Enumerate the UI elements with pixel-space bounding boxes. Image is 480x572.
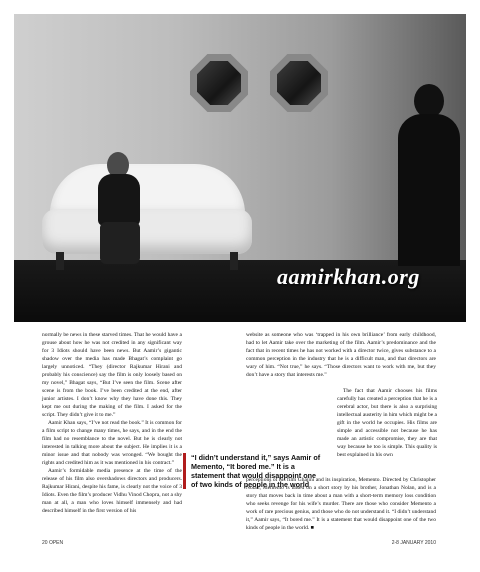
paragraph: perceptions of his film Ghajini and its inspiration, Memento. Directed by Christopher Nolan, Memento is based on a short story by his brother, Jonathan Nolan, and is a story that moves back in time about a man with a short-term memory loss condition who seeks revenge for his wife’s murder. There are those who consider Memento a work of rare precious genius, and those who do not understand it. “I didn’t understand it,” Aamir says, “It bored me.” It is a statement that would disappoint one of the two kinds of people in the world. ■: [246, 477, 436, 531]
article-column-3b: [337, 387, 437, 459]
white-sofa: [42, 164, 252, 274]
page-footer: [42, 540, 436, 546]
article-column-3a: [246, 331, 436, 379]
paragraph: The fact that Aamir chooses his films carefully has created a perception that he is a cerebral actor, but there is also a surprising intellectual austerity in him which might be a gift in the world he occupies. His films are simple and accessible not because he has made an artistic compromise, they are that way because he too is simple. This quality is best explained in his own: [337, 388, 437, 458]
seated-man: [96, 152, 142, 264]
shadow-figure: [398, 84, 460, 266]
feature-photo: [14, 14, 466, 322]
paragraph: normally be news in these starved times. That he would have a grouse about how he was not credited in any significant way for 3 Idiots should have been news. But Aamir’s gigantic shadow over the media has made Bhagat’s complaint go largely unnoticed. “They (director Rajkumar Hirani and probably his conscience) say the film is only loosely based on my novel,” Bhagat says, “But I’ve seen the film. Scene after scene is from the book. I’ve been credited at the end, after junior artistes. I don’t know why they have done this. They kept me out during the making of the film. I asked for the script. They didn’t give it to me.”: [42, 332, 182, 418]
watermark: aamirkhan.org: [277, 264, 420, 289]
issue-date: 2-8 JANUARY 2010: [391, 540, 436, 546]
paragraph: Aamir’s formidable media presence at the time of the release of his film also overshadows directors and producers. Rajkumar Hirani, despite his fame, is clearly not the voice of 3 Idiots. Even the film’s producer Vidhu Vinod Chopra, not a shy man at all, a man who loves himself immensely and had described himself in the first version of his: [42, 468, 182, 514]
octagonal-mirror-left: [190, 54, 248, 112]
article-column-1: [42, 331, 182, 515]
octagonal-mirror-right: [270, 54, 328, 112]
pull-quote: “I didn’t understand it,” says Aamir of Memento, “It bored me.” It is a statement that would disappoint one of two kinds of people in the world: [183, 453, 322, 489]
paragraph: website as someone who was ‘trapped in his own brilliance’ from early childhood, had to let Aamir take over the marketing of the film. Aamir’s predominance and the fact that in recent times he has not worked with a director twice, gives substance to a common perception in the industry that he is a difficult man, and that directors are wary of him. “Not true,” he says. “Those directors want to work with me, but they don’t have a story that interests me.”: [246, 332, 436, 378]
paragraph: Aamir Khan says, “I’ve not read the book.” It is common for a film script to change many times, he says, and in the end the film had no resemblance to the novel. But he is clearly not interested in talking more about the subject. He implies it is a minor issue and that nobody was wronged. “We bought the rights and credited him as it was mentioned in his contract.”: [42, 420, 182, 466]
article-column-3c: [246, 476, 436, 532]
page-number: 20 OPEN: [42, 540, 64, 546]
